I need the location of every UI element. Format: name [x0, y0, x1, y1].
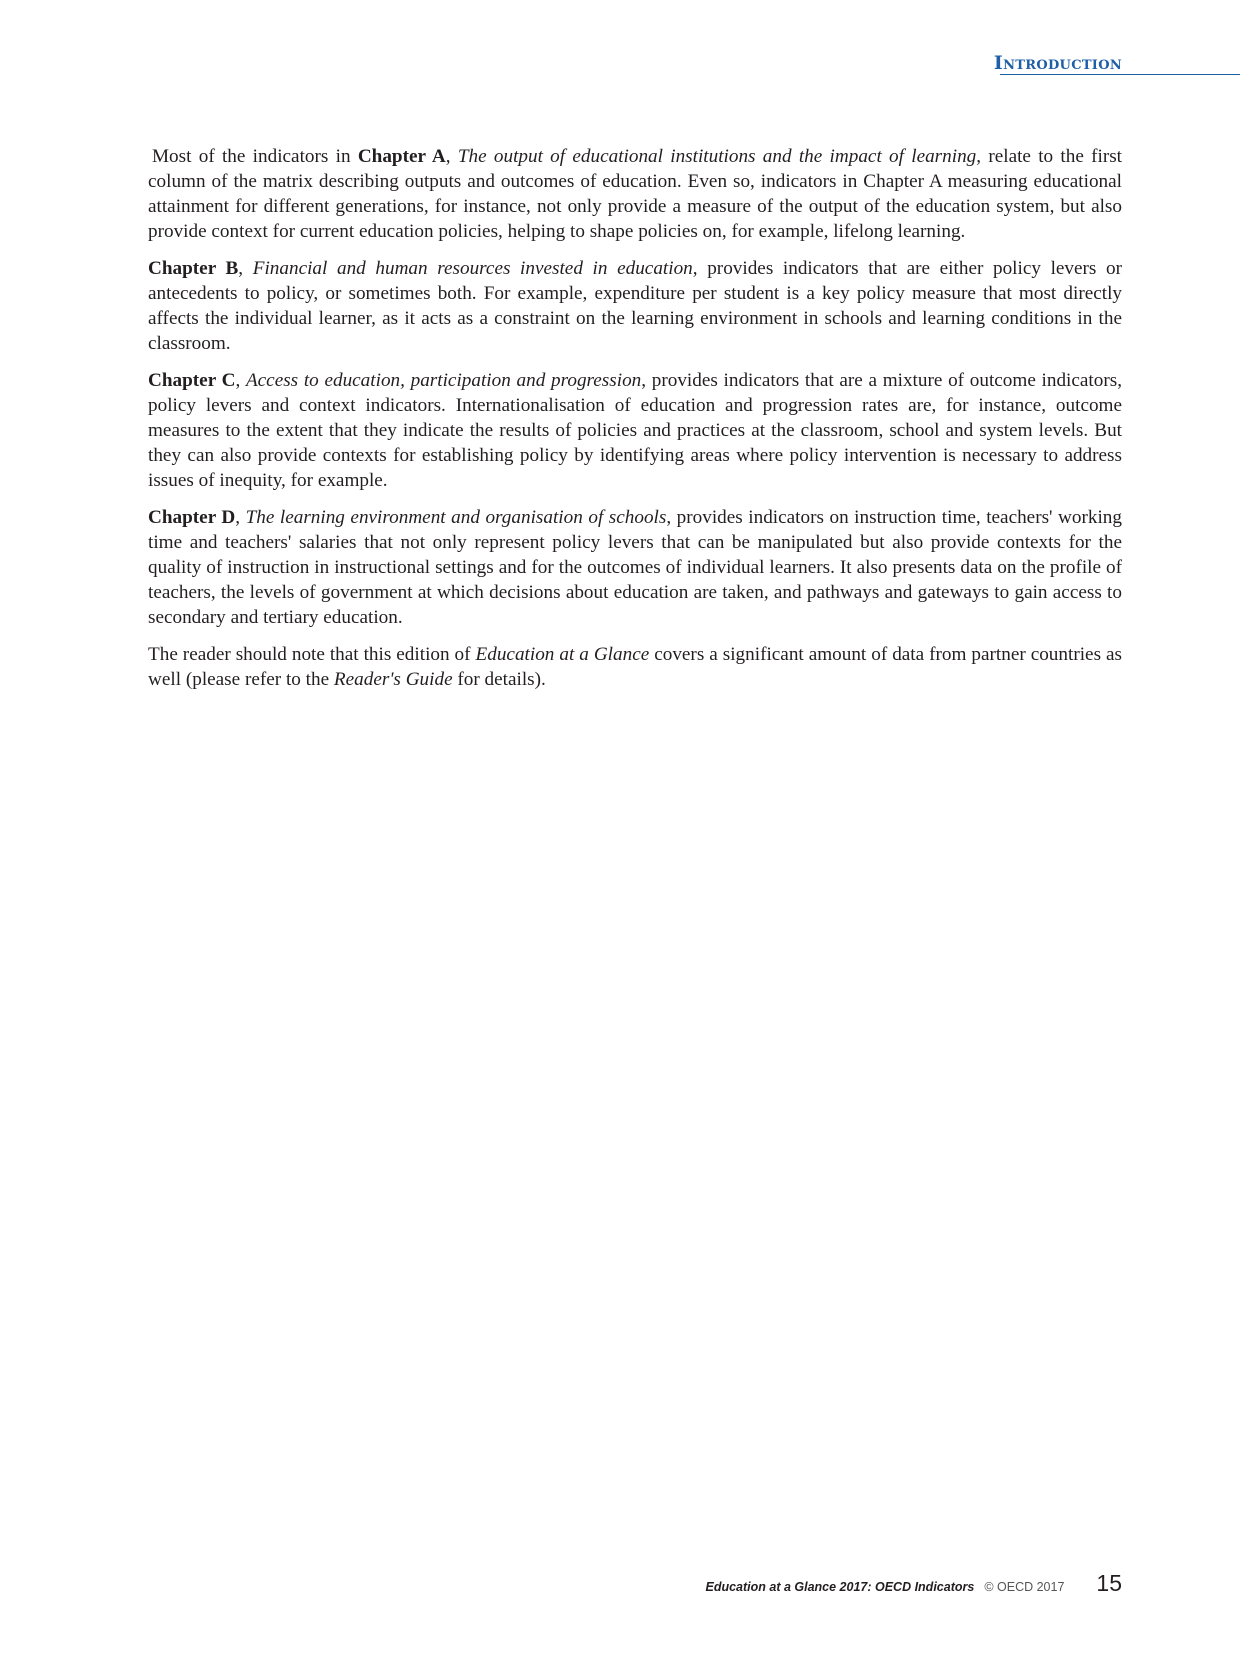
readers-guide-ref: Reader's Guide	[333, 669, 453, 690]
paragraph-chapter-c	[148, 368, 1122, 493]
header-rule	[1000, 74, 1240, 75]
chapter-b-title: Financial and human resources invested in education	[252, 258, 693, 279]
p5-mid: covers a significant amount of data from partner countries as well (please refer to the	[148, 644, 1122, 690]
paragraph-chapter-d	[148, 505, 1122, 630]
footer-publication: Education at a Glance 2017: OECD Indicators	[705, 1580, 975, 1594]
chapter-d-label: Chapter D	[148, 507, 236, 528]
p1-body: , relate to the first column of the matrix describing outputs and outcomes of education. Even so, indicators in Chapter A measuring educational attainment for different generations, for instance, not only provide a measure of the output of the education system, but also provide context for current education policies, helping to shape policies on, for example, lifelong learning.	[148, 146, 1123, 242]
chapter-d-title: The learning environment and organisation of schools	[245, 507, 667, 528]
p5-tail: for details).	[452, 669, 546, 690]
page-number: 15	[1096, 1570, 1122, 1596]
paragraph-reader-note	[148, 642, 1122, 692]
p2-body: , provides indicators that are either policy levers or antecedents to policy, or sometimes both. For example, expenditure per student is a key policy measure that most directly affects the individual learner, as it acts as a constraint on the learning environment in schools and learning conditions in the classroom.	[148, 258, 1122, 354]
paragraph-chapter-b	[148, 256, 1122, 356]
chapter-a-title: The output of educational institutions and the impact of learning	[457, 146, 977, 167]
publication-title-ref: Education at a Glance	[475, 644, 650, 665]
chapter-c-label: Chapter C	[148, 370, 236, 391]
chapter-b-label: Chapter B	[148, 258, 239, 279]
chapter-c-title: Access to education, participation and progression	[245, 370, 642, 391]
p5-lead: The reader should note that this edition of	[148, 644, 476, 665]
p1-comma: ,	[445, 146, 458, 167]
p4-comma: ,	[235, 507, 246, 528]
paragraph-chapter-a	[148, 144, 1122, 244]
footer-copyright: © OECD 2017	[984, 1580, 1065, 1594]
p3-comma: ,	[235, 370, 246, 391]
p1-lead: Most of the indicators in	[152, 146, 358, 167]
p4-body: , provides indicators on instruction time, teachers' working time and teachers' salaries that not only represent policy levers that can be manipulated but also provide contexts for the quality of instruction in instructional settings and for the outcomes of individual learners. It also presents data on the profile of teachers, the levels of government at which decisions about education are taken, and pathways and gateways to gain access to secondary and tertiary education.	[148, 507, 1122, 628]
p3-body: , provides indicators that are a mixture of outcome indicators, policy levers and context indicators. Internationalisation of education and progression rates are, for instance, outcome measures to the extent that they indicate the results of policies and practices at the classroom, school and system levels. But they can also provide contexts for establishing policy by identifying areas where policy intervention is necessary to address issues of inequity, for example.	[148, 370, 1122, 491]
chapter-a-label: Chapter A	[357, 146, 446, 167]
page-header	[0, 52, 1240, 78]
body-text	[148, 144, 1122, 704]
page-footer	[705, 1570, 1122, 1604]
section-title: Introduction	[993, 52, 1122, 74]
p2-comma: ,	[238, 258, 253, 279]
